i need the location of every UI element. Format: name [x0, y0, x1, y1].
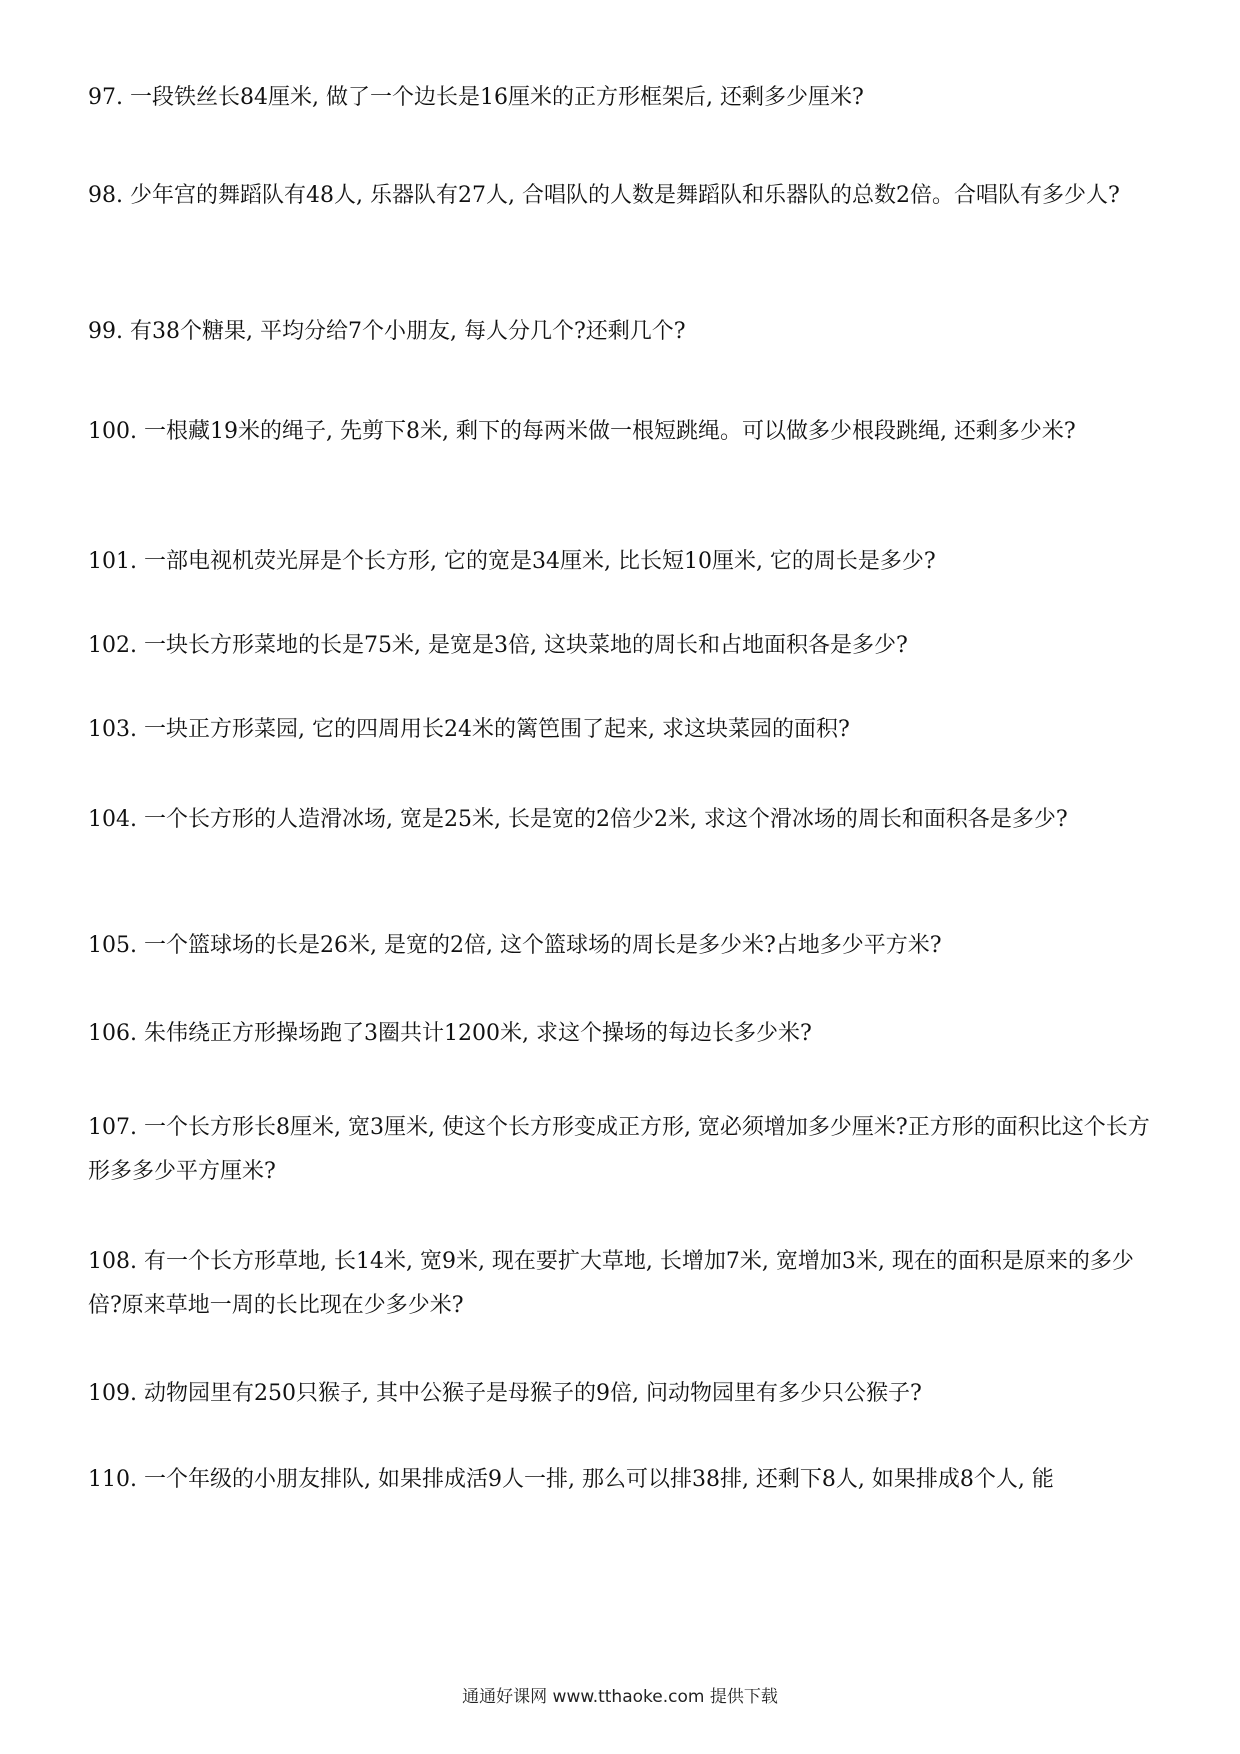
problem-98: 98. 少年宫的舞蹈队有48人, 乐器队有27人, 合唱队的人数是舞蹈队和乐器队的总数2倍。合唱队有多少人?	[88, 183, 1120, 208]
problem-106: 106. 朱伟绕正方形操场跑了3圈共计1200米, 求这个操场的每边长多少米?	[88, 1021, 812, 1046]
problem-104: 104. 一个长方形的人造滑冰场, 宽是25米, 长是宽的2倍少2米, 求这个滑冰场的周长和面积各是多少?	[88, 807, 1068, 832]
problem-100: 100. 一根藏19米的绳子, 先剪下8米, 剩下的每两米做一根短跳绳。可以做多少根段跳绳, 还剩多少米?	[88, 419, 1076, 444]
problem-107: 107. 一个长方形长8厘米, 宽3厘米, 使这个长方形变成正方形, 宽必须增加多少厘米?正方形的面积比这个长方形多多少平方厘米?	[88, 1115, 1150, 1184]
problem-102: 102. 一块长方形菜地的长是75米, 是宽是3倍, 这块菜地的周长和占地面积各是多少?	[88, 633, 908, 658]
problem-108: 108. 有一个长方形草地, 长14米, 宽9米, 现在要扩大草地, 长增加7米, 宽增加3米, 现在的面积是原来的多少倍?原来草地一周的长比现在少多少米?	[88, 1249, 1134, 1318]
problem-101: 101. 一部电视机荧光屏是个长方形, 它的宽是34厘米, 比长短10厘米, 它的周长是多少?	[88, 549, 936, 574]
page-footer: 通通好课网 www.tthaoke.com 提供下载	[462, 1687, 778, 1707]
problem-109: 109. 动物园里有250只猴子, 其中公猴子是母猴子的9倍, 问动物园里有多少只公猴子?	[88, 1381, 922, 1406]
problem-99: 99. 有38个糖果, 平均分给7个小朋友, 每人分几个?还剩几个?	[88, 319, 686, 344]
problem-105: 105. 一个篮球场的长是26米, 是宽的2倍, 这个篮球场的周长是多少米?占地多少平方米?	[88, 933, 942, 958]
problem-110: 110. 一个年级的小朋友排队, 如果排成活9人一排, 那么可以排38排, 还剩下8人, 如果排成8个人, 能	[88, 1467, 1054, 1492]
problem-97: 97. 一段铁丝长84厘米, 做了一个边长是16厘米的正方形框架后, 还剩多少厘米?	[88, 85, 864, 110]
problem-103: 103. 一块正方形菜园, 它的四周用长24米的篱笆围了起来, 求这块菜园的面积?	[88, 717, 850, 742]
